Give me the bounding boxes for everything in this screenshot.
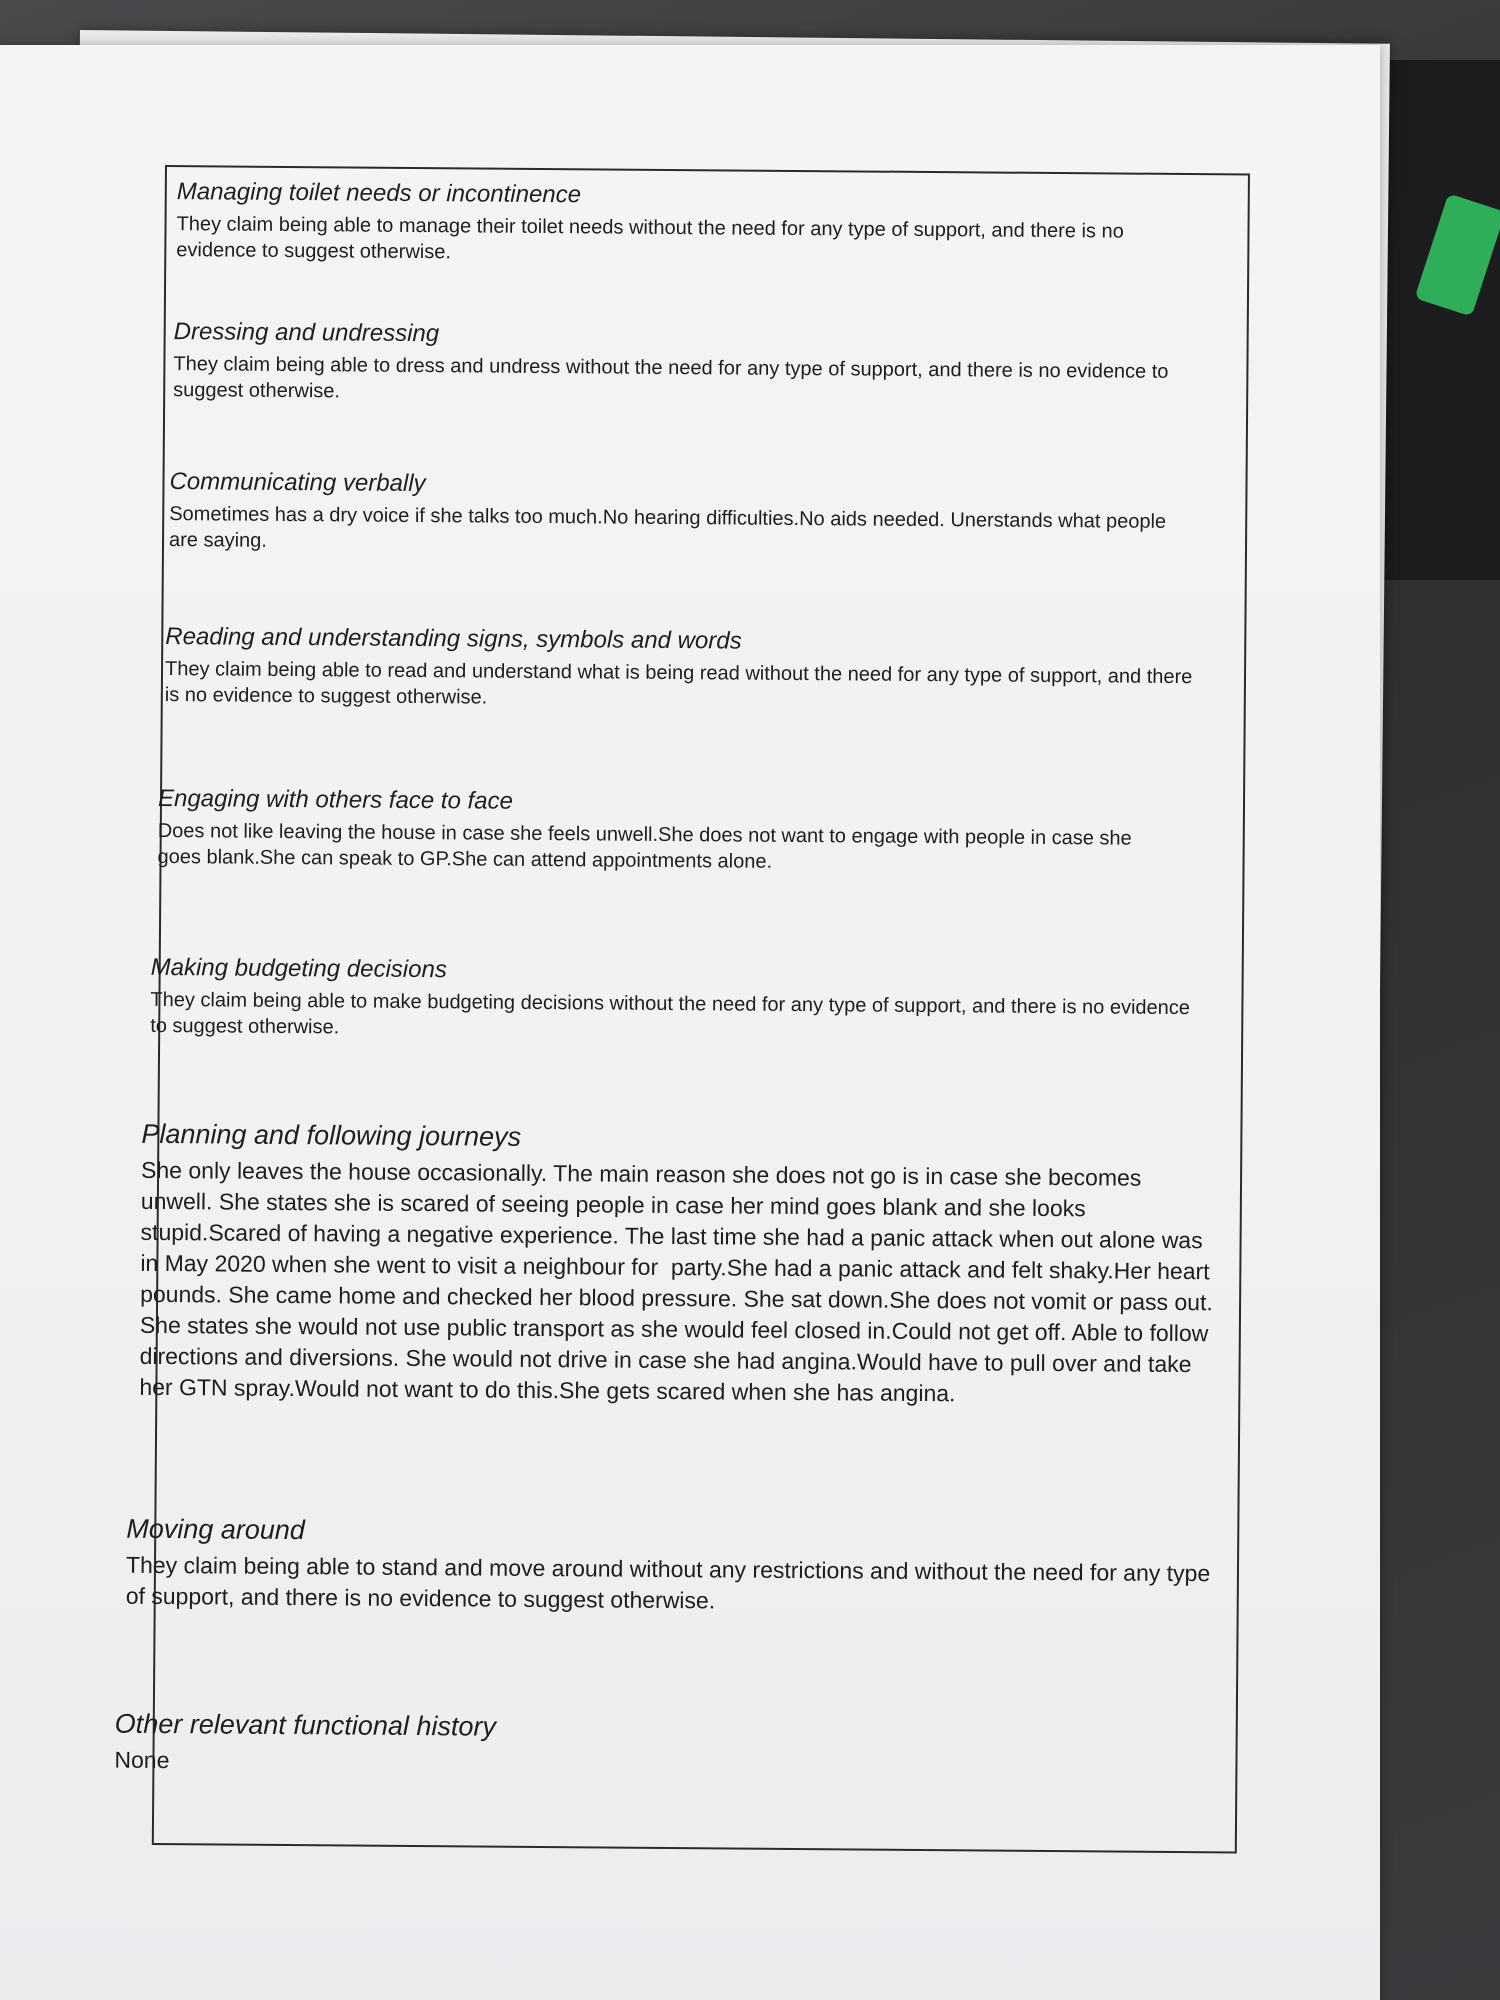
section-title: Planning and following journeys [141,1118,522,1152]
functional-history-box [114,165,1250,1853]
section-title: Reading and understanding signs, symbols and words [165,623,742,655]
section-other-history [114,1707,1205,1785]
section-body: She only leaves the house occasionally. The main reason she does not go is in case she becomes unwell. She states she is scared of seeing people in case her mind goes blank and she looks stupid.Scared of having a negative experience. The last time she had a panic attack when out alone was in May 2020 when she went to visit a neighbour for party.She had a panic attack and felt shaky.Her heart pounds. She came home and checked her blood pressure. She sat down.She does not vomit or pass out. She states she would not use public transport as she would feel closed in.Could not get off. Able to follow directions and diversions. She would not drive in case she had angina.Would have to pull over and take her GTN spray.Would not want to do this.She gets scared when she has angina. [139,1156,1217,1407]
section-body: They claim being able to manage their toilet needs without the need for any type of support, and there is no evidence to suggest otherwise. [176,213,1130,264]
section-title: Dressing and undressing [173,318,440,348]
section-title: Making budgeting decisions [150,953,447,984]
section-body: They claim being able to dress and undress without the need for any type of support, and there is no evidence to suggest otherwise. [173,353,1175,403]
section-title: Communicating verbally [169,468,426,498]
section-communicating [169,467,1190,561]
section-title: Other relevant functional history [114,1708,497,1742]
section-body: They claim being able to read and understand what is being read without the need for any type of support, and there is no evidence to suggest otherwise. [164,658,1199,709]
section-engaging [157,784,1178,878]
section-reading [165,622,1206,716]
section-title: Moving around [126,1513,306,1546]
section-body: None [114,1746,170,1774]
background-bag [1380,60,1500,580]
section-title: Engaging with others face to face [157,784,514,815]
section-body: They claim being able to stand and move around without any restrictions and without the need for any type of support, and there is no evidence to suggest otherwise. [125,1551,1217,1614]
section-budgeting [150,953,1196,1047]
section-body: Does not like leaving the house in case she feels unwell.She does not want to engage with people in case she goes blank.She can speak to GP.She can attend appointments alone. [157,819,1138,873]
section-dressing [173,317,1194,411]
section-body: They claim being able to make budgeting decisions without the need for any type of support, and there is no evidence to suggest otherwise. [150,988,1196,1039]
section-journeys [139,1117,1216,1411]
document-page [0,45,1380,2000]
section-title: Managing toilet needs or incontinence [176,178,582,209]
section-toilet-needs [176,177,1197,271]
section-body: Sometimes has a dry voice if she talks too much.No hearing difficulties.No aids needed. Unerstands what people are saying. [168,503,1172,552]
section-moving-around [126,1512,1217,1621]
